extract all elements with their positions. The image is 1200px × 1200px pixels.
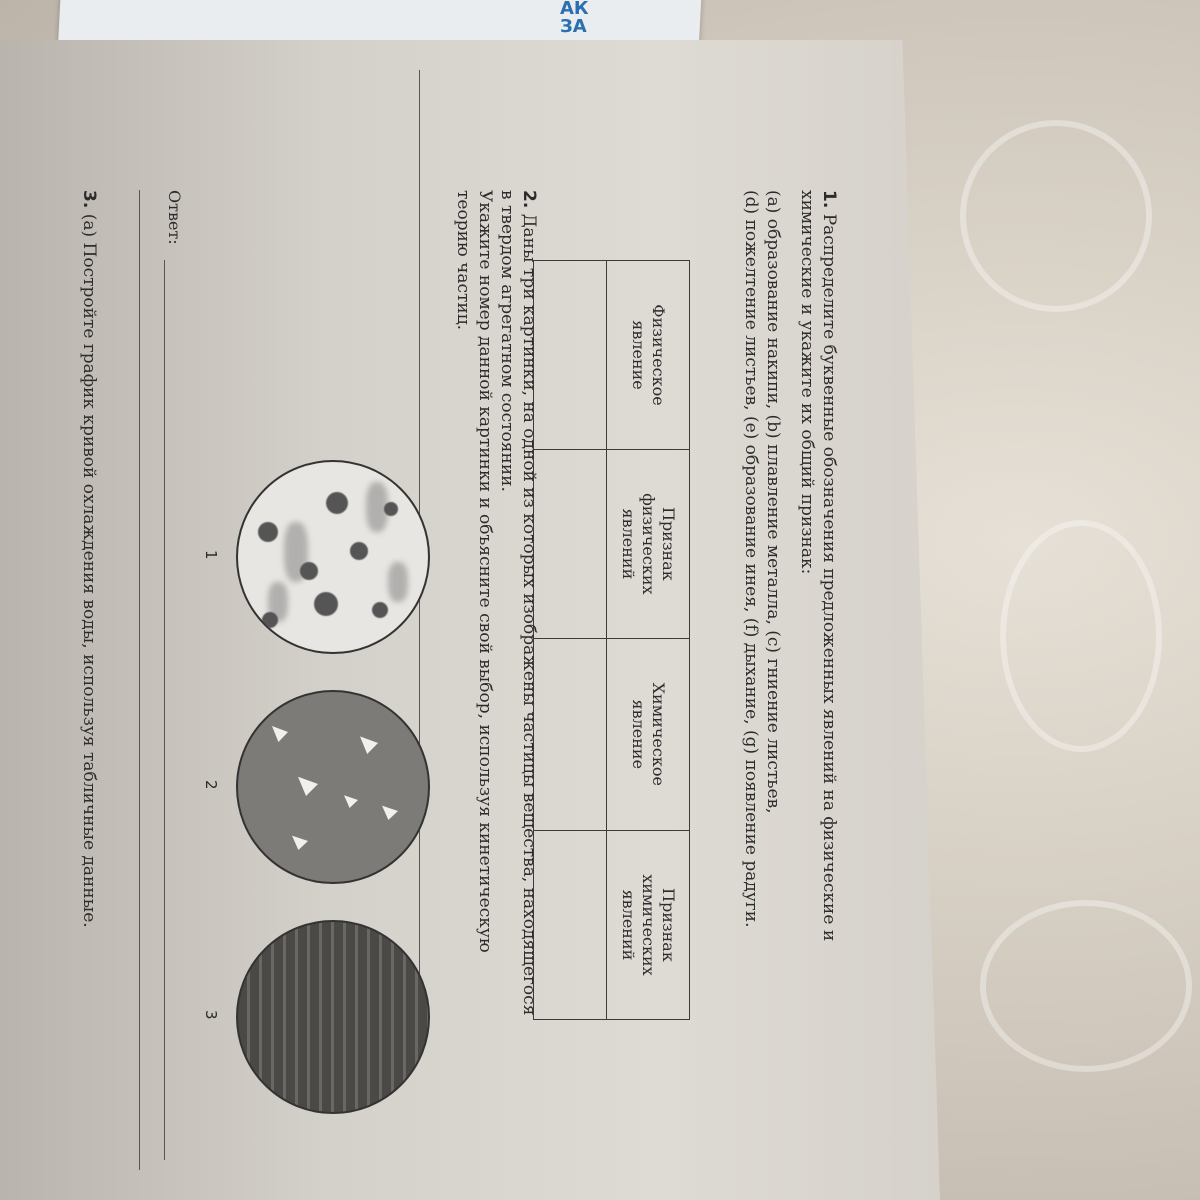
- answer-cell-chemical[interactable]: [534, 638, 607, 830]
- question-1-prompt-text: Распределите буквенные обозначения предложенных явлений на физические и: [819, 213, 839, 942]
- table-header-chemical: Химическое явление: [607, 638, 690, 830]
- question-2-number: 2.: [519, 190, 539, 209]
- particle-picture-3: [236, 920, 430, 1114]
- map-text-fragment: АК ЗА: [560, 0, 589, 37]
- phenomena-table: [533, 260, 690, 1020]
- question-1-prompt-line-1: [818, 190, 840, 941]
- worksheet-content: [20, 190, 900, 1200]
- picture-label-3: 3: [202, 1010, 220, 1020]
- question-1-options-line-2: (d) пожелтение листьев, (e) образование инея, (f) дыхание, (g) появление радуги.: [741, 190, 761, 928]
- answer-cell-chemical-sign[interactable]: [534, 830, 607, 1019]
- question-1-options-line-1: (a) образование накипи, (b) плавление металла, (c) гниение листьев,: [763, 190, 783, 814]
- table-header-chemical-sign: Признак химических явлений: [607, 830, 690, 1019]
- answer-cell-physical-sign[interactable]: [534, 450, 607, 639]
- question-2-prompt-line-3: Укажите номер данной картинки и объясните свой выбор, используя кинетическую: [475, 190, 495, 953]
- particle-picture-2: [236, 690, 430, 884]
- table-row-answers: [534, 261, 607, 1020]
- question-1-prompt-line-2: химические и укажите их общий признак:: [797, 190, 817, 575]
- cloth-pattern: [960, 120, 1152, 312]
- particle-picture-1: [236, 460, 430, 654]
- cloth-pattern: [980, 900, 1192, 1072]
- cloth-pattern: [1000, 520, 1162, 752]
- table-header-physical-sign: Признак физических явлений: [607, 450, 690, 639]
- question-1-number: 1.: [819, 190, 839, 209]
- question-2-prompt-line-2: в твердом агрегатном состоянии.: [497, 190, 517, 492]
- question-3-number: 3.: [79, 190, 99, 209]
- question-2-prompt-line-1: 2. Даны три картинки, на одной из которых изображены частицы вещества, находящегося: [519, 190, 539, 1016]
- answer-line[interactable]: [139, 190, 140, 1170]
- table-header-physical: Физическое явление: [607, 261, 690, 450]
- answer-line[interactable]: [164, 260, 165, 1160]
- answer-cell-physical[interactable]: [534, 261, 607, 450]
- picture-label-1: 1: [202, 550, 220, 560]
- question-3-prompt: 3. (а) Постройте график кривой охлаждения воды, используя табличные данные.: [79, 190, 99, 928]
- question-2-prompt-line-4: теорию частиц.: [453, 190, 473, 331]
- answer-label: Ответ:: [165, 190, 184, 245]
- picture-label-2: 2: [202, 780, 220, 790]
